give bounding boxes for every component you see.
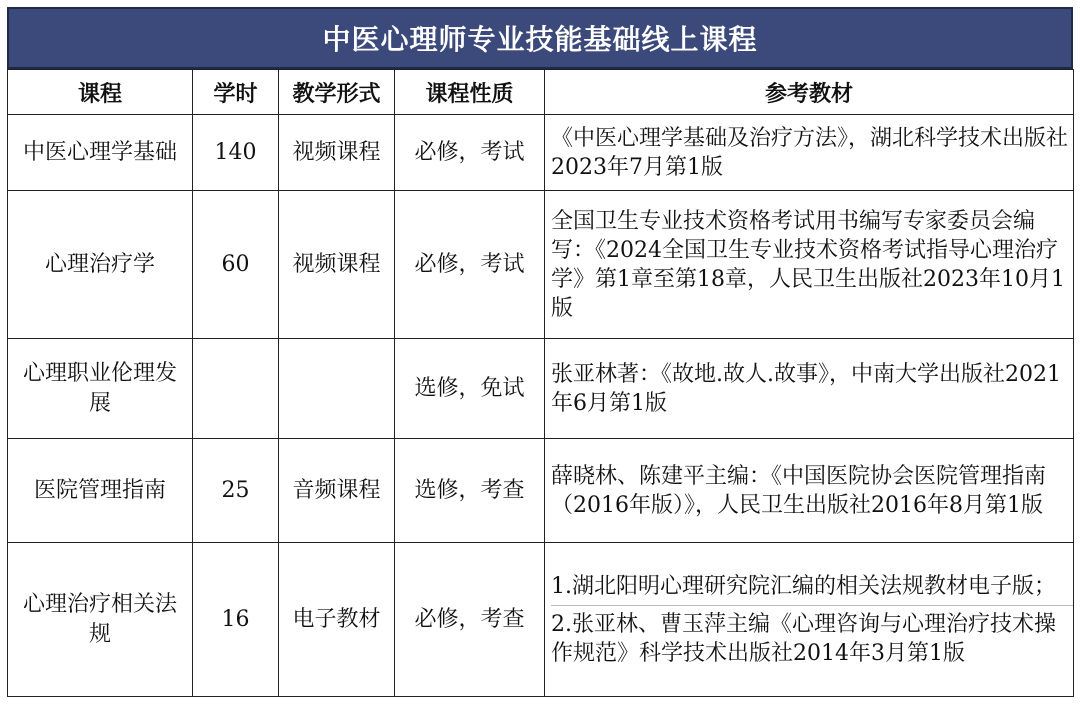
course-cell: 心理治疗学 (8, 191, 193, 339)
reference-cell: 全国卫生专业技术资格考试用书编写专家委员会编写：《2024全国卫生专业技术资格考试指导心理治疗学》第1章至第18章，人民卫生出版社2023年10月1版 (545, 191, 1074, 339)
form-cell: 音频课程 (279, 439, 395, 543)
form-cell: 电子教材 (279, 543, 395, 697)
course-cell: 心理治疗相关法规 (8, 543, 193, 697)
course-cell: 中医心理学基础 (8, 115, 193, 191)
reference-item: 1.湖北阳明心理研究院汇编的相关法规教材电子版； (551, 568, 1073, 606)
course-cell: 医院管理指南 (8, 439, 193, 543)
table-row (8, 439, 1074, 543)
table-row (8, 339, 1074, 439)
header-course: 课程 (8, 70, 193, 115)
course-table (7, 69, 1074, 697)
header-form: 教学形式 (279, 70, 395, 115)
reference-cell: 薛晓林、陈建平主编：《中国医院协会医院管理指南（2016年版）》，人民卫生出版社2016年8月第1版 (545, 439, 1074, 543)
nature-cell: 必修，考试 (395, 191, 545, 339)
form-cell (279, 339, 395, 439)
table-row (8, 543, 1074, 697)
hours-cell: 60 (193, 191, 279, 339)
reference-cell: 《中医心理学基础及治疗方法》，湖北科学技术出版社2023年7月第1版 (545, 115, 1074, 191)
reference-list (551, 568, 1073, 672)
form-cell: 视频课程 (279, 115, 395, 191)
course-cell: 心理职业伦理发展 (8, 339, 193, 439)
header-row (8, 70, 1074, 115)
table-title: 中医心理师专业技能基础线上课程 (7, 7, 1073, 69)
header-hours: 学时 (193, 70, 279, 115)
reference-cell (545, 543, 1074, 697)
nature-cell: 选修，考查 (395, 439, 545, 543)
table-row (8, 191, 1074, 339)
header-reference: 参考教材 (545, 70, 1074, 115)
reference-cell: 张亚林著：《故地.故人.故事》，中南大学出版社2021年6月第1版 (545, 339, 1074, 439)
hours-cell: 16 (193, 543, 279, 697)
form-cell: 视频课程 (279, 191, 395, 339)
hours-cell: 25 (193, 439, 279, 543)
nature-cell: 必修，考查 (395, 543, 545, 697)
reference-item: 2.张亚林、曹玉萍主编《心理咨询与心理治疗技术操作规范》科学技术出版社2014年3月第1版 (551, 611, 1056, 666)
header-nature: 课程性质 (395, 70, 545, 115)
course-table-container (7, 7, 1073, 697)
nature-cell: 必修，考试 (395, 115, 545, 191)
hours-cell: 140 (193, 115, 279, 191)
nature-cell: 选修，免试 (395, 339, 545, 439)
hours-cell (193, 339, 279, 439)
table-row (8, 115, 1074, 191)
